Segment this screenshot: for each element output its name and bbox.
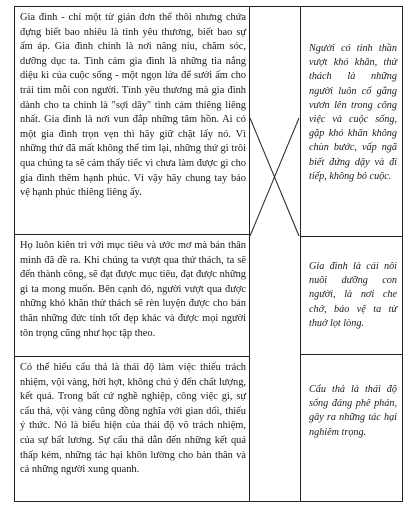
matching-table (14, 6, 403, 502)
right-cell-text: Cẩu thả là thái độ sống đáng phê phán, gây ra những tác hại nghiêm trọng. (309, 384, 397, 438)
left-cell-text: Có thể hiểu cẩu thả là thái độ làm việc thiếu trách nhiệm, vội vàng, hời hợt, không chú ý đến chất lượng, kết quả. Trong bất cứ nghề nghiệp, công việc gì, sự cẩu thả, vội vàng cũng đồng nghĩa với gian dối, thiếu ý thức. Nó là biểu hiện của thái độ vô trách nhiệm, của sự bất lương. Sự cẩu thả dẫn đến những kết quả thấp kém, những tác hại khôn lường cho bản thân và cả những người xung quanh. (20, 362, 246, 476)
left-cell-text: Họ luôn kiên trì với mục tiêu và ước mơ mà bản thân mình đã đề ra. Khi chúng ta vượt qua thử thách, ta sẽ đến thành công, sẽ đạt được mục tiêu, đạt được những gì ta mong muốn. Bên cạnh đó, người vượt qua được những khó khăn thử thách sẽ rèn luyện được cho bản thân những đức tính tốt đẹp khác và được mọi người tôn trọng cũng như học tập theo. (20, 240, 246, 339)
right-column (300, 7, 403, 501)
right-cell-text: Gia đình là cái nôi nuôi dưỡng con người, là nơi che chở, bảo vệ ta từ thuở lọt lòng. (309, 261, 397, 329)
right-cell-3 (301, 355, 403, 501)
left-cell-text: Gia đình - chỉ một từ giản đơn thế thôi nhưng chứa đựng biết bao nhiêu là tình yêu thương, biết bao sự ấm áp. Gia đình chính là nơi nâng niu, chăm sóc, dưỡng dục ta. Tình cảm gia đình là những tia nắng diệu kì của cuộc sống - một ngọn lửa để sưởi ấm cho trái tim mỗi con người. Tình yêu thương mà gia đình dành cho ta chính là "sợi dây" tình cảm thiêng liêng nhất. Gia đình là nơi vun đắp những tâm hồn. Ai có một gia đình trọn vẹn thì hãy giữ chặt lấy nó. Vì những thứ đã mất không thể tìm lại, những thứ gì trôi qua chúng ta sẽ cảm thấy tiếc vì chưa làm được gì cho gia đình thêm hạnh phúc. Vì vậy hãy chung tay bảo vệ hạnh phúc thiêng liêng ấy. (20, 12, 246, 199)
right-cell-text: Người có tinh thần vượt khó khăn, thử thách là những người luôn cố gắng vươn lên trong công việc và cuộc sống, gặp khó khăn không chùn bước, vấp ngã biết đứng dậy và đi tiếp, không bỏ cuộc. (309, 43, 397, 182)
left-column (15, 7, 251, 501)
left-cell-1 (15, 7, 250, 235)
left-cell-2 (15, 235, 250, 357)
left-cell-3 (15, 357, 250, 501)
right-cell-1 (301, 7, 403, 237)
right-cell-2 (301, 237, 403, 355)
